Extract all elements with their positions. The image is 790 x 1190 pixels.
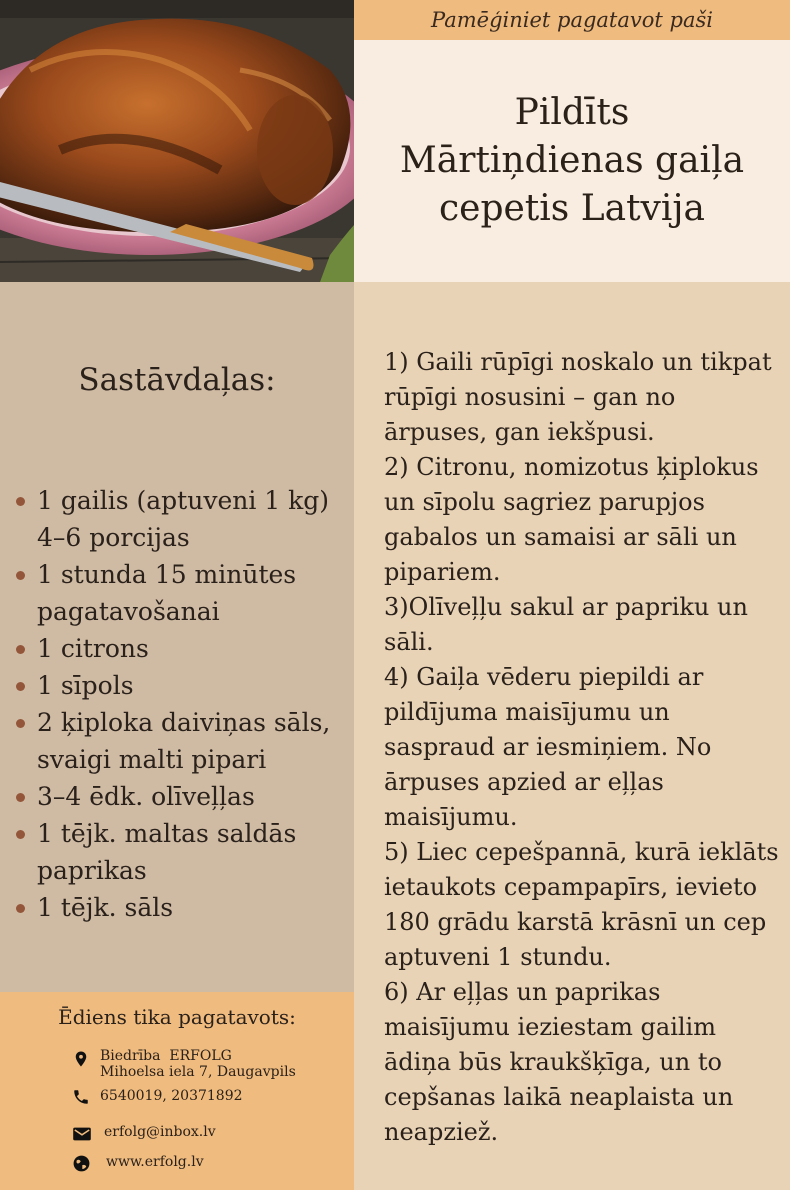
contact-panel	[0, 992, 354, 1190]
contact-phone-row	[72, 1088, 243, 1106]
contact-heading: Ēdiens tika pagatavots:	[58, 1005, 296, 1029]
location-pin-icon	[72, 1048, 90, 1070]
recipe-title: Pildīts Mārtiņdienas gaiļa cepetis Latvija	[399, 92, 745, 229]
address-text: Mihoelsa iela 7, Daugavpils	[100, 1064, 296, 1080]
instruction-step: 3)Olīveļļu sakul ar papriku un sāli.	[384, 593, 748, 656]
phone-icon	[72, 1088, 90, 1106]
ingredient-item: 1 sīpols	[14, 667, 347, 704]
ingredient-item: 1 citrons	[14, 630, 347, 667]
tagline-banner	[354, 0, 790, 40]
ingredients-list	[14, 482, 347, 926]
ingredient-item: 1 tējk. maltas saldās paprikas	[14, 815, 317, 889]
website-text[interactable]: www.erfolg.lv	[106, 1154, 204, 1170]
tagline-text: Pamēģiniet pagatavot paši	[431, 8, 713, 32]
email-icon	[72, 1126, 92, 1142]
instruction-step: 2) Citronu, nomizotus ķiplokus un sīpolu sagriez parupjos gabalos un samaisi ar sāli un pipariem.	[384, 453, 759, 586]
roast-illustration	[0, 0, 354, 282]
ingredients-panel	[0, 282, 354, 992]
ingredient-item: 3–4 ēdk. olīveļļas	[14, 778, 347, 815]
ingredient-item: 1 tējk. sāls	[14, 889, 347, 926]
contact-email-row	[72, 1124, 216, 1142]
globe-icon	[72, 1154, 91, 1173]
instruction-step: 6) Ar eļļas un paprikas maisījumu ieziestam gailim ādiņa būs kraukšķīga, un to cepšanas laikā neaplaista un neapziež.	[384, 978, 734, 1146]
instruction-step: 4) Gaiļa vēderu piepildi ar pildījuma maisījumu un saspraud ar iesmiņiem. No ārpuses apzied ar eļļas maisījumu.	[384, 663, 712, 831]
ingredient-item: 1 gailis (aptuveni 1 kg) 4–6 porcijas	[14, 482, 347, 556]
ingredient-item: 1 stunda 15 minūtes pagatavošanai	[14, 556, 317, 630]
contact-address-block	[100, 1048, 296, 1080]
instructions-column	[384, 345, 779, 1150]
instruction-step: 1) Gaili rūpīgi noskalo un tikpat rūpīgi nosusini – gan no ārpuses, gan iekšpusi.	[384, 348, 772, 446]
contact-website-row	[72, 1154, 204, 1173]
title-box	[354, 40, 790, 282]
roast-photo	[0, 0, 354, 282]
organization-name: Biedrība ERFOLG	[100, 1048, 232, 1064]
instruction-step: 5) Liec cepešpannā, kurā ieklāts ietaukots cepampapīrs, ievieto 180 grādu karstā krāsnī un cep aptuveni 1 stundu.	[384, 838, 779, 971]
ingredient-item: 2 ķiploka daiviņas sāls, svaigi malti pipari	[14, 704, 337, 778]
ingredients-heading: Sastāvdaļas:	[78, 362, 276, 398]
phone-text[interactable]: 6540019, 20371892	[100, 1088, 243, 1104]
email-text[interactable]: erfolg@inbox.lv	[104, 1124, 216, 1140]
contact-address-row	[72, 1048, 296, 1080]
